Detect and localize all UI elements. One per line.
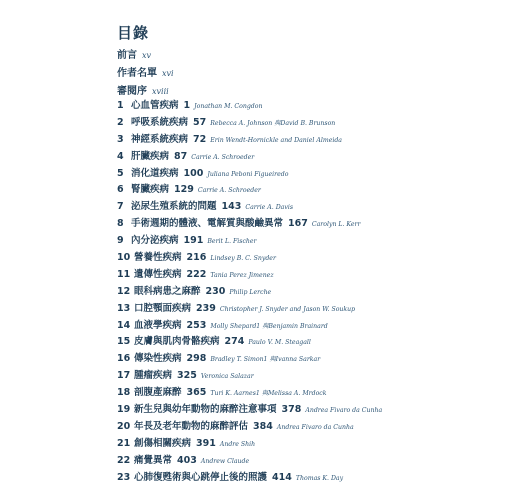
chapter-number: 13 [117, 302, 131, 314]
chapter-number: 5 [117, 167, 124, 179]
chapter-authors: Juliana Peboni Figueiredo [207, 170, 289, 178]
front-matter-page: xviii [152, 87, 169, 97]
chapter-page: 298 [186, 353, 207, 365]
chapter-title: 肝臟疾病 [131, 150, 170, 162]
front-matter-item[interactable] [117, 44, 174, 62]
chapter-page: 222 [186, 268, 207, 280]
chapter-page: 87 [174, 150, 188, 162]
chapter-title: 口腔顎面疾病 [134, 302, 192, 314]
chapter-authors: Andrea Fivaro da Cunha [276, 423, 354, 431]
chapter-authors: Thomas K. Day [295, 474, 344, 482]
chapter-number: 21 [117, 437, 131, 449]
chapter-page: 403 [177, 454, 197, 466]
chapter-page: 143 [221, 201, 242, 213]
chapter-item[interactable] [117, 382, 517, 399]
chapter-page: 230 [205, 285, 226, 297]
chapter-number: 7 [117, 201, 124, 213]
chapter-title: 手術週期的體液、電解質與酸鹼異常 [131, 218, 284, 230]
front-matter-label: 前言 [117, 50, 137, 61]
chapter-number: 23 [117, 471, 131, 483]
chapter-title: 心血管疾病 [131, 100, 179, 111]
chapter-number: 1 [117, 100, 124, 111]
chapter-page: 365 [186, 387, 207, 399]
chapter-title: 年長及老年動物的麻醉評估 [134, 420, 249, 432]
chapter-title: 腎臟疾病 [131, 184, 170, 196]
chapter-page: 72 [193, 133, 207, 145]
chapter-item[interactable] [117, 146, 517, 163]
chapter-item[interactable] [117, 112, 517, 129]
chapter-authors: Turi K. Aarnes1 與Melissa A. Mrdock [210, 390, 327, 398]
chapter-title: 腫瘤疾病 [134, 370, 173, 382]
chapter-page: 1 [183, 100, 191, 111]
chapter-item[interactable] [117, 264, 517, 281]
chapter-page: 325 [177, 370, 197, 382]
chapter-title: 傳染性疾病 [134, 353, 182, 365]
front-matter-page: xv [142, 51, 152, 60]
chapter-title: 遺傳性疾病 [134, 268, 182, 280]
chapter-title: 泌尿生殖系統的問題 [131, 201, 217, 213]
chapter-item[interactable] [117, 365, 517, 382]
chapter-item[interactable] [117, 247, 517, 264]
chapter-title: 血液學疾病 [134, 319, 182, 331]
chapter-authors: Carrie A. Schroeder [191, 153, 255, 161]
chapter-number: 16 [117, 353, 131, 365]
chapter-item[interactable] [117, 281, 517, 298]
chapter-authors: Carolyn L. Kerr [311, 221, 361, 229]
chapter-page: 378 [281, 404, 302, 416]
chapter-title: 神經系統疾病 [131, 133, 189, 145]
chapter-title: 新生兒與幼年動物的麻醉注意事項 [134, 404, 277, 416]
chapter-page: 274 [224, 336, 245, 348]
chapter-item[interactable] [117, 348, 517, 365]
chapter-number: 12 [117, 285, 131, 297]
chapter-authors: Tania Perez Jimenez [210, 271, 274, 279]
chapter-authors: Lindsey B. C. Snyder [210, 255, 276, 263]
chapter-item[interactable] [117, 450, 517, 467]
chapter-number: 10 [117, 252, 131, 264]
chapter-authors: Carrie A. Davis [245, 204, 294, 212]
chapter-title: 營養性疾病 [134, 252, 182, 264]
front-matter-label: 作者名單 [117, 68, 157, 80]
chapter-item[interactable] [117, 416, 517, 433]
chapter-authors: Andre Shih [219, 440, 256, 448]
chapter-list [117, 95, 517, 483]
chapter-item[interactable] [117, 331, 517, 348]
chapter-number: 22 [117, 454, 131, 466]
chapter-authors: Paulo V. M. Steagall [248, 339, 311, 347]
toc-title: 目錄 [117, 24, 150, 42]
chapter-item[interactable] [117, 467, 517, 484]
chapter-page: 391 [196, 437, 216, 449]
chapter-title: 創傷相關疾病 [134, 437, 192, 449]
chapter-authors: Rebecca A. Johnson 與David B. Brunson [210, 119, 336, 127]
chapter-item[interactable] [117, 230, 517, 247]
chapter-page: 100 [183, 167, 204, 179]
chapter-authors: Veronica Salazar [200, 373, 254, 381]
chapter-authors: Andrea Fivaro da Cunha [305, 407, 383, 415]
chapter-item[interactable] [117, 95, 517, 112]
chapter-item[interactable] [117, 433, 517, 450]
chapter-authors: Andrew Claude [200, 457, 250, 465]
chapter-title: 消化道疾病 [131, 167, 179, 179]
chapter-title: 剖腹產麻醉 [134, 387, 182, 399]
front-matter-label: 審閱序 [117, 86, 147, 98]
chapter-title: 眼科病患之麻醉 [134, 285, 201, 297]
chapter-authors: Erin Wendt-Hornickle and Daniel Almeida [210, 136, 342, 144]
chapter-number: 20 [117, 420, 131, 432]
chapter-page: 239 [196, 302, 216, 314]
chapter-number: 6 [117, 184, 124, 196]
chapter-page: 253 [186, 319, 207, 331]
chapter-number: 19 [117, 404, 131, 416]
chapter-number: 15 [117, 336, 131, 348]
chapter-page: 57 [193, 116, 207, 128]
front-matter-item[interactable] [117, 62, 174, 80]
chapter-item[interactable] [117, 196, 517, 213]
chapter-item[interactable] [117, 315, 517, 332]
chapter-number: 2 [117, 116, 124, 128]
chapter-page: 167 [288, 218, 308, 230]
chapter-title: 痛覺異常 [134, 454, 173, 466]
chapter-number: 14 [117, 319, 131, 331]
front-matter-list [117, 44, 174, 99]
chapter-authors: Molly Shepard1 與Benjamin Brainard [210, 322, 328, 330]
chapter-page: 414 [272, 471, 292, 483]
chapter-authors: Bradley T. Simon1 與Ivanna Sarkar [210, 356, 321, 364]
chapter-number: 3 [117, 133, 124, 145]
chapter-number: 8 [117, 218, 124, 230]
chapter-number: 18 [117, 387, 131, 399]
chapter-title: 皮膚與肌肉骨骼疾病 [134, 336, 220, 348]
chapter-item[interactable] [117, 298, 517, 315]
chapter-item[interactable] [117, 163, 517, 180]
chapter-authors: Philip Lerche [229, 288, 272, 296]
chapter-item[interactable] [117, 179, 517, 196]
chapter-authors: Jonathan M. Congdon [194, 103, 263, 110]
front-matter-page: xvi [162, 69, 174, 79]
chapter-page: 384 [253, 420, 273, 432]
chapter-number: 4 [117, 150, 124, 162]
chapter-item[interactable] [117, 399, 517, 416]
chapter-authors: Carrie A. Schroeder [197, 187, 261, 195]
chapter-title: 內分泌疾病 [131, 235, 179, 247]
chapter-item[interactable] [117, 129, 517, 146]
chapter-number: 11 [117, 268, 131, 280]
chapter-authors: Berit L. Fischer [207, 238, 257, 246]
chapter-page: 216 [186, 252, 207, 264]
chapter-number: 17 [117, 370, 131, 382]
chapter-page: 129 [174, 184, 194, 196]
chapter-item[interactable] [117, 213, 517, 230]
chapter-title: 呼吸系統疾病 [131, 116, 189, 128]
chapter-number: 9 [117, 235, 124, 247]
chapter-page: 191 [183, 235, 204, 247]
chapter-authors: Christopher J. Snyder and Jason W. Soukup [219, 305, 356, 313]
chapter-title: 心肺復甦術與心跳停止後的照護 [134, 471, 268, 483]
